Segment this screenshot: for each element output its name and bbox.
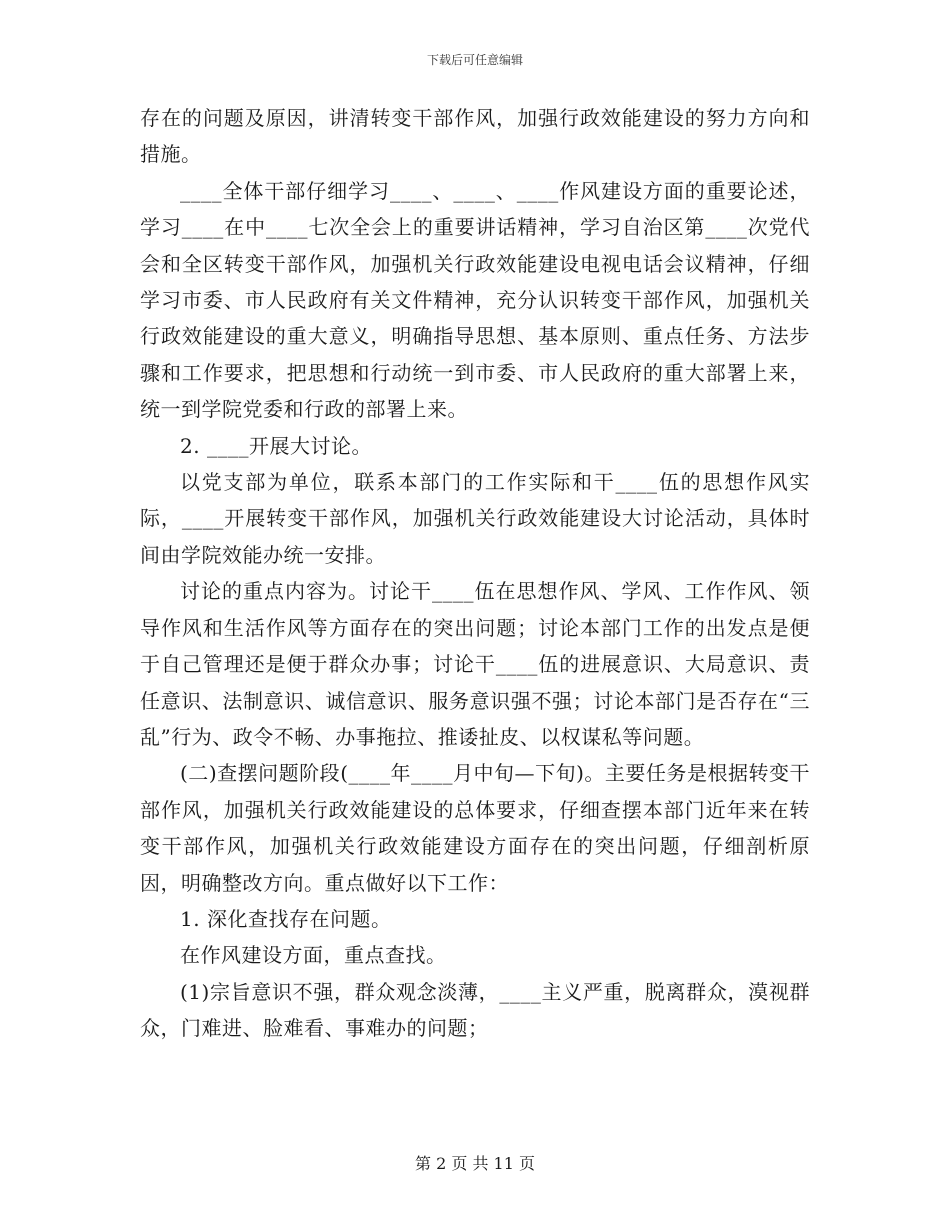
page-header-note: 下载后可任意编辑	[426, 53, 523, 67]
document-body	[140, 100, 810, 1047]
page-number: 第 2 页 共 11 页	[415, 1154, 535, 1173]
paragraph-3: 2. ____开展大讨论。	[180, 433, 372, 458]
paragraph-9: (1)宗旨意识不强，群众观念淡薄，____主义严重，脱离群众，漠视群众，门难进、脸难看、事难办的问题；	[140, 979, 810, 1041]
paragraph-8: 在作风建设方面，重点查找。	[180, 943, 447, 968]
paragraph-1: 存在的问题及原因，讲清转变干部作风，加强行政效能建设的努力方向和措施。	[140, 106, 810, 167]
paragraph-7: 1. 深化查找存在问题。	[180, 906, 392, 931]
paragraph-5: 讨论的重点内容为。讨论干____伍在思想作风、学风、工作作风、领导作风和生活作风等方面存在的突出问题；讨论本部门工作的出发点是便于自己管理还是便于群众办事；讨论干____伍的进展意识、大局意识、责任意识、法制意识、诚信意识、服务意识强不强；讨论本部门是否存在“三乱”行为、政令不畅、办事拖拉、推诿扯皮、以权谋私等问题。	[140, 579, 810, 749]
paragraph-2: ____全体干部仔细学习____、____、____作风建设方面的重要论述，学习____在中____七次全会上的重要讲话精神，学习自治区第____次党代会和全区转变干部作风，加强机关行政效能建设电视电话会议精神，仔细学习市委、市人民政府有关文件精神，充分认识转变干部作风，加强机关行政效能建设的重大意义，明确指导思想、基本原则、重点任务、方法步骤和工作要求，把思想和行动统一到市委、市人民政府的重大部署上来，统一到学院党委和行政的部署上来。	[140, 178, 810, 422]
paragraph-6: (二)查摆问题阶段(____年____月中旬—下旬)。主要任务是根据转变干部作风，加强机关行政效能建设的总体要求，仔细查摆本部门近年来在转变干部作风，加强机关行政效能建设方面存在的突出问题，仔细剖析原因，明确整改方向。重点做好以下工作：	[140, 761, 810, 895]
paragraph-4: 以党支部为单位，联系本部门的工作实际和干____伍的思想作风实际，____开展转变干部作风，加强机关行政效能建设大讨论活动，具体时间由学院效能办统一安排。	[140, 470, 810, 567]
